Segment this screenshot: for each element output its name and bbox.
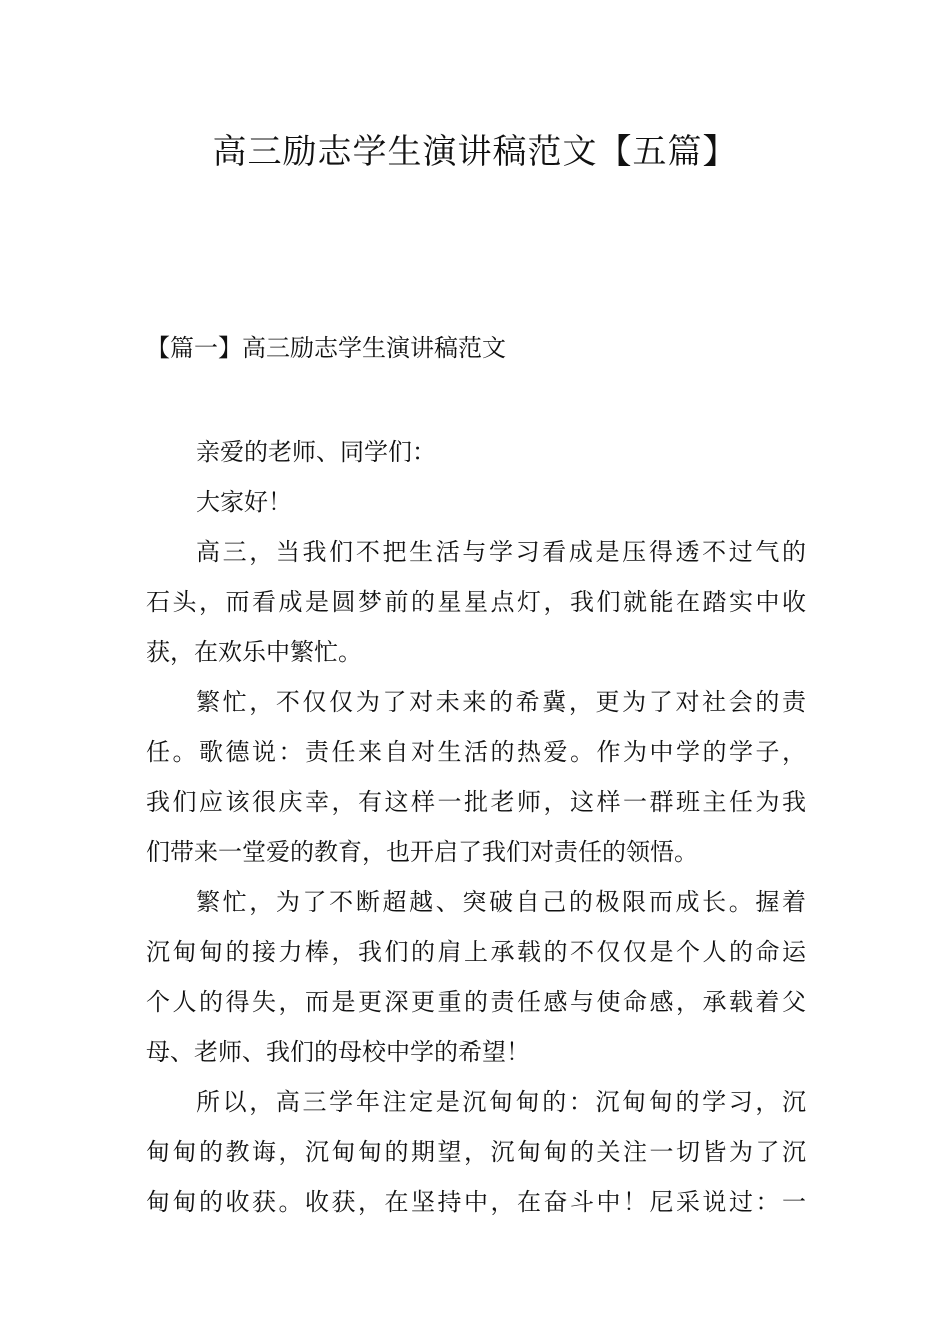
paragraph-line: 我们应该很庆幸，有这样一批老师，这样一群班主任为我 <box>146 788 806 816</box>
paragraph-line: 石头，而看成是圆梦前的星星点灯，我们就能在踏实中收 <box>146 588 806 616</box>
paragraph-line: 亲爱的老师、同学们： <box>196 438 436 466</box>
section-heading: 【篇一】高三励志学生演讲稿范文 <box>146 334 506 362</box>
paragraph-line: 们带来一堂爱的教育，也开启了我们对责任的领悟。 <box>146 838 698 866</box>
paragraph-line: 任。歌德说：责任来自对生活的热爱。作为中学的学子， <box>146 738 806 766</box>
paragraph-line: 繁忙，为了不断超越、突破自己的极限而成长。握着 <box>196 888 806 916</box>
document-title: 高三励志学生演讲稿范文【五篇】 <box>212 132 738 172</box>
paragraph-line: 沉甸甸的接力棒，我们的肩上承载的不仅仅是个人的命运 <box>146 938 806 966</box>
paragraph-line: 繁忙，不仅仅为了对未来的希冀，更为了对社会的责 <box>196 688 806 716</box>
paragraph-line: 所以，高三学年注定是沉甸甸的：沉甸甸的学习，沉 <box>196 1088 806 1116</box>
paragraph-line: 个人的得失，而是更深更重的责任感与使命感，承载着父 <box>146 988 806 1016</box>
paragraph-line: 高三，当我们不把生活与学习看成是压得透不过气的 <box>196 538 806 566</box>
paragraph-line: 甸甸的教诲，沉甸甸的期望，沉甸甸的关注一切皆为了沉 <box>146 1138 806 1166</box>
paragraph-line: 获，在欢乐中繁忙。 <box>146 638 362 666</box>
paragraph-line: 大家好！ <box>196 488 292 516</box>
body-text <box>146 427 806 1227</box>
paragraph-line: 甸甸的收获。收获，在坚持中，在奋斗中！尼采说过：一 <box>146 1188 806 1216</box>
paragraph-line: 母、老师、我们的母校中学的希望！ <box>146 1038 530 1066</box>
